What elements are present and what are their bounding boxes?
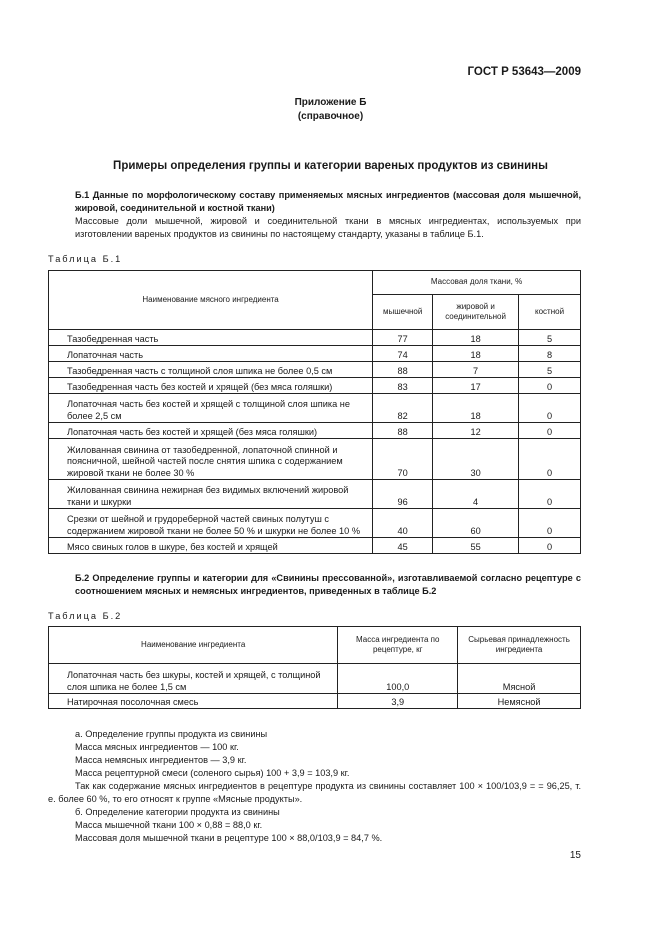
t1-cell: 4	[433, 480, 519, 509]
t1-cell-name: Лопаточная часть без костей и хрящей с толщиной слоя шпика не более 2,5 см	[49, 394, 373, 423]
t1-cell-name: Тазобедренная часть	[49, 330, 373, 346]
t1-cell: 0	[519, 423, 581, 439]
table-row	[49, 378, 581, 394]
t1-cell: 0	[519, 480, 581, 509]
table-row	[49, 439, 581, 480]
calc-line: Масса мясных ингредиентов — 100 кг.	[75, 742, 239, 752]
table-row	[49, 538, 581, 554]
t1-cell: 8	[519, 346, 581, 362]
t2-col-type: Сырьевая принадлежность ингредиента	[458, 627, 581, 664]
t1-cell-name: Мясо свиных голов в шкуре, без костей и хрящей	[49, 538, 373, 554]
t1-cell: 7	[433, 362, 519, 378]
t2-cell-mass: 3,9	[338, 694, 458, 709]
t1-cell: 0	[519, 509, 581, 538]
t1-cell: 5	[519, 362, 581, 378]
calc-line: б. Определение категории продукта из свинины	[75, 807, 280, 817]
t1-cell: 96	[373, 480, 433, 509]
appendix-title: Приложение Б	[294, 97, 367, 108]
t1-cell-name: Тазобедренная часть с толщиной слоя шпика не более 0,5 см	[49, 362, 373, 378]
page-number: 15	[569, 850, 581, 861]
t1-cell: 0	[519, 439, 581, 480]
calc-line: Масса рецептурной смеси (соленого сырья) 100 + 3,9 = 103,9 кг.	[75, 768, 350, 778]
t2-cell-type: Мясной	[458, 664, 581, 694]
table-row	[49, 480, 581, 509]
table-b1	[48, 270, 581, 554]
main-title: Примеры определения группы и категории вареных продуктов из свинины	[113, 160, 548, 172]
t2-col-mass: Масса ингредиента по рецептуре, кг	[338, 627, 458, 664]
t1-cell: 0	[519, 378, 581, 394]
t1-col-fat: жировой и соединительной	[433, 295, 519, 330]
t1-cell-name: Лопаточная часть без костей и хрящей (без мяса голяшки)	[49, 423, 373, 439]
calc-line: Масса немясных ингредиентов — 3,9 кг.	[75, 755, 247, 765]
table-b2	[48, 626, 581, 709]
t1-cell: 17	[433, 378, 519, 394]
standard-header: ГОСТ Р 53643—2009	[467, 66, 581, 78]
t1-cell: 30	[433, 439, 519, 480]
table-row	[49, 346, 581, 362]
table-row	[49, 330, 581, 346]
t1-cell: 0	[519, 394, 581, 423]
t1-cell: 18	[433, 346, 519, 362]
t1-cell: 83	[373, 378, 433, 394]
t2-cell-type: Немясной	[458, 694, 581, 709]
table1-caption: Таблица Б.1	[48, 254, 123, 264]
table-row	[49, 694, 581, 709]
t1-cell: 18	[433, 330, 519, 346]
t2-cell-mass: 100,0	[338, 664, 458, 694]
t1-cell: 70	[373, 439, 433, 480]
t1-cell-name: Срезки от шейной и грудореберной частей свиных полутуш с содержанием жировой ткани не более 50 % и шкурки не более 10 %	[49, 509, 373, 538]
t1-cell: 74	[373, 346, 433, 362]
t1-cell: 82	[373, 394, 433, 423]
t1-cell-name: Лопаточная часть	[49, 346, 373, 362]
t1-cell: 60	[433, 509, 519, 538]
appendix-heading	[0, 96, 661, 124]
t1-cell: 40	[373, 509, 433, 538]
t1-cell-name: Тазобедренная часть без костей и хрящей (без мяса голяшки)	[49, 378, 373, 394]
appendix-subtitle: (справочное)	[297, 111, 364, 122]
t1-cell: 18	[433, 394, 519, 423]
t1-col-group: Массовая доля ткани, %	[373, 271, 581, 295]
t2-cell-name: Натирочная посолочная смесь	[49, 694, 338, 709]
t1-col-bone: костной	[519, 295, 581, 330]
t1-cell: 77	[373, 330, 433, 346]
calc-line: Массовая доля мышечной ткани в рецептуре 100 × 88,0/103,9 = 84,7 %.	[75, 833, 383, 843]
t1-cell: 5	[519, 330, 581, 346]
t1-col-muscle: мышечной	[373, 295, 433, 330]
table-row	[49, 423, 581, 439]
t2-col-name: Наименование ингредиента	[49, 627, 338, 664]
t1-col-name: Наименование мясного ингредиента	[49, 271, 373, 330]
t2-cell-name: Лопаточная часть без шкуры, костей и хрящей, с толщиной слоя шпика не более 1,5 см	[49, 664, 338, 694]
table-row	[49, 362, 581, 378]
t1-cell-name: Жилованная свинина от тазобедренной, лопаточной спинной и поясничной, шейной частей после снятия шпика с содержанием жировой ткани не более 30 %	[49, 439, 373, 480]
t1-cell: 88	[373, 362, 433, 378]
table2-caption: Таблица Б.2	[48, 611, 123, 621]
section-b1-heading: Б.1 Данные по морфологическому составу применяемых мясных ингредиентов (массовая доля мышечной, жировой, соединительной и костной ткани)	[75, 190, 581, 213]
t1-cell: 55	[433, 538, 519, 554]
t1-cell-name: Жилованная свинина нежирная без видимых включений жировой ткани и шкурки	[49, 480, 373, 509]
t1-cell: 88	[373, 423, 433, 439]
section-b1-text: Массовые доли мышечной, жировой и соединительной ткани в мясных ингредиентах, используемых при изготовлении вареных продуктов из свинины по настоящему стандарту, указаны в таблице Б.1.	[75, 216, 581, 239]
t1-cell: 45	[373, 538, 433, 554]
table-row	[49, 394, 581, 423]
t1-cell: 12	[433, 423, 519, 439]
section-b2-heading: Б.2 Определение группы и категории для «Свинины прессованной», изготавливаемой согласно рецептуре с соотношением мясных и немясных ингредиентов, приведенных в таблице Б.2	[75, 573, 581, 596]
calc-line: Масса мышечной ткани 100 × 0,88 = 88,0 кг.	[75, 820, 263, 830]
table-row	[49, 509, 581, 538]
calc-line: а. Определение группы продукта из свинины	[75, 729, 268, 739]
calc-paragraph: Так как содержание мясных ингредиентов в рецептуре продукта из свинины составляет 100 × 100/103,9 = = 96,25, т. е. более 60 %, то его относят к группе «Мясные продукты».	[48, 781, 581, 804]
t1-cell: 0	[519, 538, 581, 554]
table-row	[49, 664, 581, 694]
